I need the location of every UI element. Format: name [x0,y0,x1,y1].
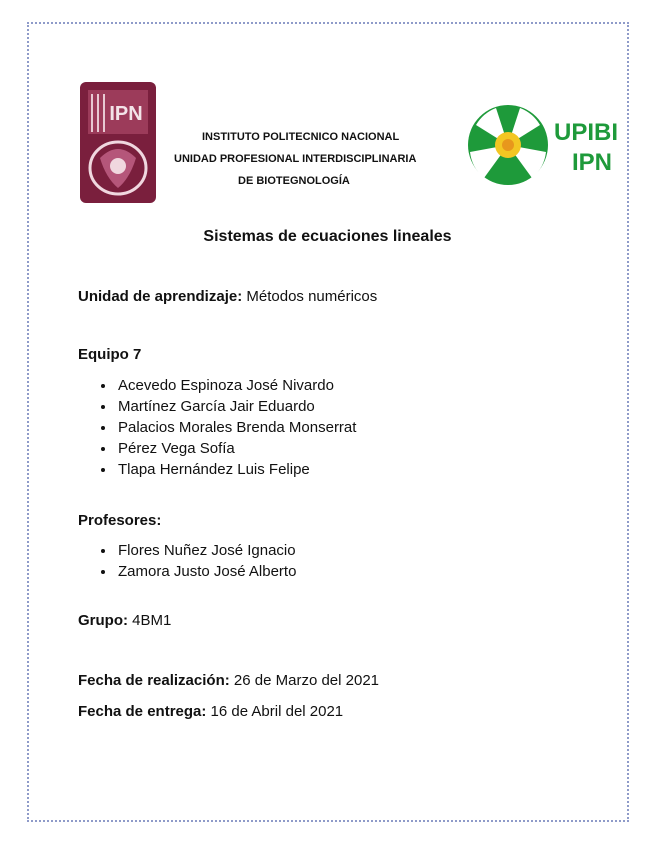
fecha-realizacion-label: Fecha de realización: [78,672,230,689]
unit-name-continued: DE BIOTEGNOLOGÍA [238,175,350,187]
equipo-heading: Equipo 7 [78,346,142,363]
profesores-list [94,540,296,582]
list-item: • Martínez García Jair Eduardo [116,396,356,417]
document-title: Sistemas de ecuaciones lineales [203,228,452,245]
unidad-label: Unidad de aprendizaje: [78,288,243,305]
list-item: • Acevedo Espinoza José Nivardo [116,375,356,396]
fecha-realizacion-value: 26 de Marzo del 2021 [233,672,380,689]
list-item: • Tlapa Hernández Luis Felipe [116,459,356,480]
institution-header [168,126,468,192]
equipo-list [94,375,356,480]
upibi-logo-text: UPIBI [553,119,619,146]
unit-name: UNIDAD PROFESIONAL INTERDISCIPLINARIA [174,153,417,165]
grupo-row [78,612,171,629]
list-item: • Palacios Morales Brenda Monserrat [116,417,356,438]
institution-name: INSTITUTO POLITECNICO NACIONAL [202,131,400,143]
list-item: • Pérez Vega Sofía [116,438,356,459]
unidad-value: Métodos numéricos [246,288,378,305]
fecha-entrega-row [78,703,343,720]
unidad-row [78,288,377,305]
grupo-label: Grupo: [78,612,128,629]
list-item: • Flores Nuñez José Ignacio [116,540,296,561]
upibi-ipn-text: IPN [571,149,613,176]
fecha-entrega-value: 16 de Abril del 2021 [210,703,344,720]
fecha-entrega-label: Fecha de entrega: [78,703,207,720]
profesores-heading: Profesores: [78,512,162,529]
grupo-value: 4BM1 [132,612,172,629]
ipn-logo-text: IPN [109,103,143,125]
list-item: • Zamora Justo José Alberto [116,561,296,582]
upibi-logo [466,100,622,190]
fecha-realizacion-row [78,672,379,689]
ipn-logo [78,80,158,205]
